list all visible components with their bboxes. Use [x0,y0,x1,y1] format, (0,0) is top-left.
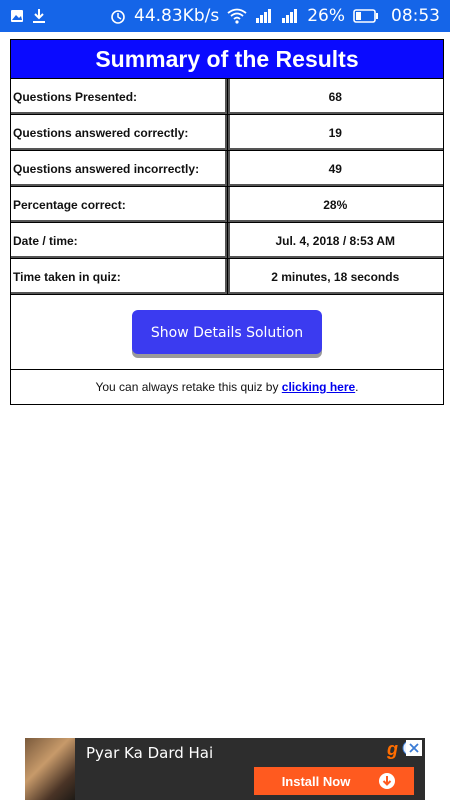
signal-2-icon [281,8,299,24]
table-row [11,151,444,187]
row-label: Time taken in quiz: [11,259,228,295]
wifi-icon [227,8,247,24]
download-icon [378,772,396,790]
table-row [11,79,444,115]
install-now-button[interactable] [254,767,414,795]
status-bar [0,0,450,32]
row-label: Date / time: [11,223,228,259]
page-title: Summary of the Results [11,40,444,79]
alarm-icon [110,8,126,24]
results-table [10,39,444,405]
row-value: 49 [227,151,444,187]
battery-percent: 26% [307,6,345,26]
row-label: Questions answered incorrectly: [11,151,228,187]
clock: 08:53 [391,6,440,26]
download-notification-icon [32,8,46,24]
row-label: Percentage correct: [11,187,228,223]
ad-brand-logo: g [387,739,398,759]
ad-close-icon[interactable] [406,740,422,756]
row-value: 19 [227,115,444,151]
network-speed: 44.83Kb/s [134,6,220,26]
show-details-solution-button[interactable]: Show Details Solution [132,310,322,354]
ad-thumbnail-image[interactable] [25,738,75,800]
row-label: Questions answered correctly: [11,115,228,151]
status-bar-right [110,6,440,26]
status-bar-left [10,8,46,24]
row-value: 2 minutes, 18 seconds [227,259,444,295]
row-value: 68 [227,79,444,115]
install-label: Install Now [281,773,351,789]
signal-1-icon [255,8,273,24]
row-label: Questions Presented: [11,79,228,115]
retake-prefix: You can always retake this quiz by [95,380,282,394]
details-button-cell [11,295,444,370]
row-value: 28% [227,187,444,223]
retake-link[interactable]: clicking here [281,380,356,394]
ad-title[interactable]: Pyar Ka Dard Hai [86,744,214,762]
retake-message [11,370,444,405]
table-row [11,259,444,295]
retake-suffix: . [355,380,359,394]
table-row [11,223,444,259]
table-row [11,187,444,223]
ad-banner[interactable] [25,738,425,800]
battery-icon [353,9,379,23]
gallery-notification-icon [10,9,24,23]
table-row [11,115,444,151]
row-value: Jul. 4, 2018 / 8:53 AM [227,223,444,259]
